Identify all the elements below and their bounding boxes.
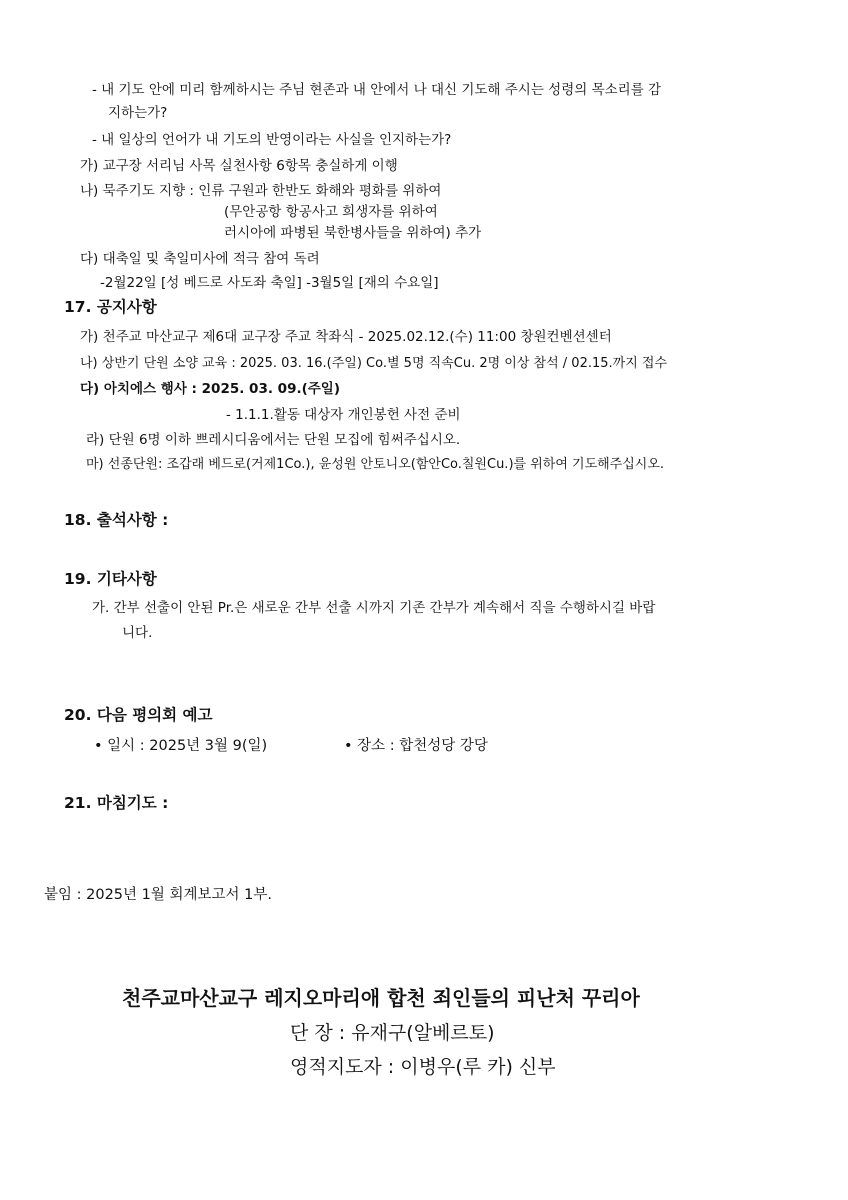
next-meeting-place: • 장소 : 합천성당 강당 xyxy=(344,738,488,754)
reflection-line-1: - 내 기도 안에 미리 함께하시는 주님 현존과 내 안에서 나 대신 기도해 주시는 성령의 목소리를 감 xyxy=(92,82,662,98)
footer-spiritual-director: 영적지도자 : 이병우(루 카) 신부 xyxy=(290,1056,556,1078)
other-heading: 19. 기타사항 xyxy=(64,570,157,588)
closing-prayer-heading: 21. 마침기도 : xyxy=(64,794,169,812)
item-na-line-3: 러시아에 파병된 북한병사들을 위하여) 추가 xyxy=(224,225,482,241)
item-na: 나) 묵주기도 지향 : 인류 구원과 한반도 화해와 평화를 위하여 xyxy=(80,183,442,199)
other-ga: 가. 간부 선출이 안된 Pr.은 새로운 간부 선출 시까지 기존 간부가 계속해서 직을 수행하시길 바랍 xyxy=(92,600,656,616)
reflection-line-1-cont: 지하는가? xyxy=(108,105,168,121)
notice-na: 나) 상반기 단원 소양 교육 : 2025. 03. 16.(주일) Co.별 5명 직속Cu. 2명 이상 참석 / 02.15.까지 접수 xyxy=(80,356,668,371)
notice-da-line-2: - 1.1.1.활동 대상자 개인봉헌 사전 준비 xyxy=(226,407,461,423)
notice-ma: 마) 선종단원: 조갑래 베드로(거제1Co.), 윤성원 안토니오(함안Co.칠원Cu.)를 위하여 기도해주십시오. xyxy=(86,457,665,472)
other-ga-cont: 니다. xyxy=(122,625,153,641)
attachment-note: 붙임 : 2025년 1월 회계보고서 1부. xyxy=(44,887,272,903)
footer-leader: 단 장 : 유재구(알베르토) xyxy=(290,1022,495,1044)
reflection-line-2: - 내 일상의 언어가 내 기도의 반영이라는 사실을 인지하는가? xyxy=(92,132,452,148)
item-na-line-2: (무안공항 항공사고 희생자를 위하여 xyxy=(224,204,438,220)
item-da-dates: -2월22일 [성 베드로 사도좌 축일] -3월5일 [재의 수요일] xyxy=(100,275,439,291)
notice-ra: 라) 단원 6명 이하 쁘레시디움에서는 단원 모집에 힘써주십시오. xyxy=(86,432,461,448)
next-meeting-heading: 20. 다음 평의회 예고 xyxy=(64,706,213,724)
next-meeting-date: • 일시 : 2025년 3월 9(일) xyxy=(94,738,268,754)
item-da: 다) 대축일 및 축일미사에 적극 참여 독려 xyxy=(80,251,320,267)
notice-heading: 17. 공지사항 xyxy=(64,298,157,316)
notice-da: 다) 아치에스 행사 : 2025. 03. 09.(주일) xyxy=(80,381,341,397)
footer-organization: 천주교마산교구 레지오마리애 합천 죄인들의 피난처 꾸리아 xyxy=(122,986,640,1010)
attendance-heading: 18. 출석사항 : xyxy=(64,511,169,529)
item-ga: 가) 교구장 서리님 사목 실천사항 6항목 충실하게 이행 xyxy=(80,158,398,174)
notice-ga: 가) 천주교 마산교구 제6대 교구장 주교 착좌식 - 2025.02.12.(수) 11:00 창원컨벤션센터 xyxy=(80,329,612,345)
